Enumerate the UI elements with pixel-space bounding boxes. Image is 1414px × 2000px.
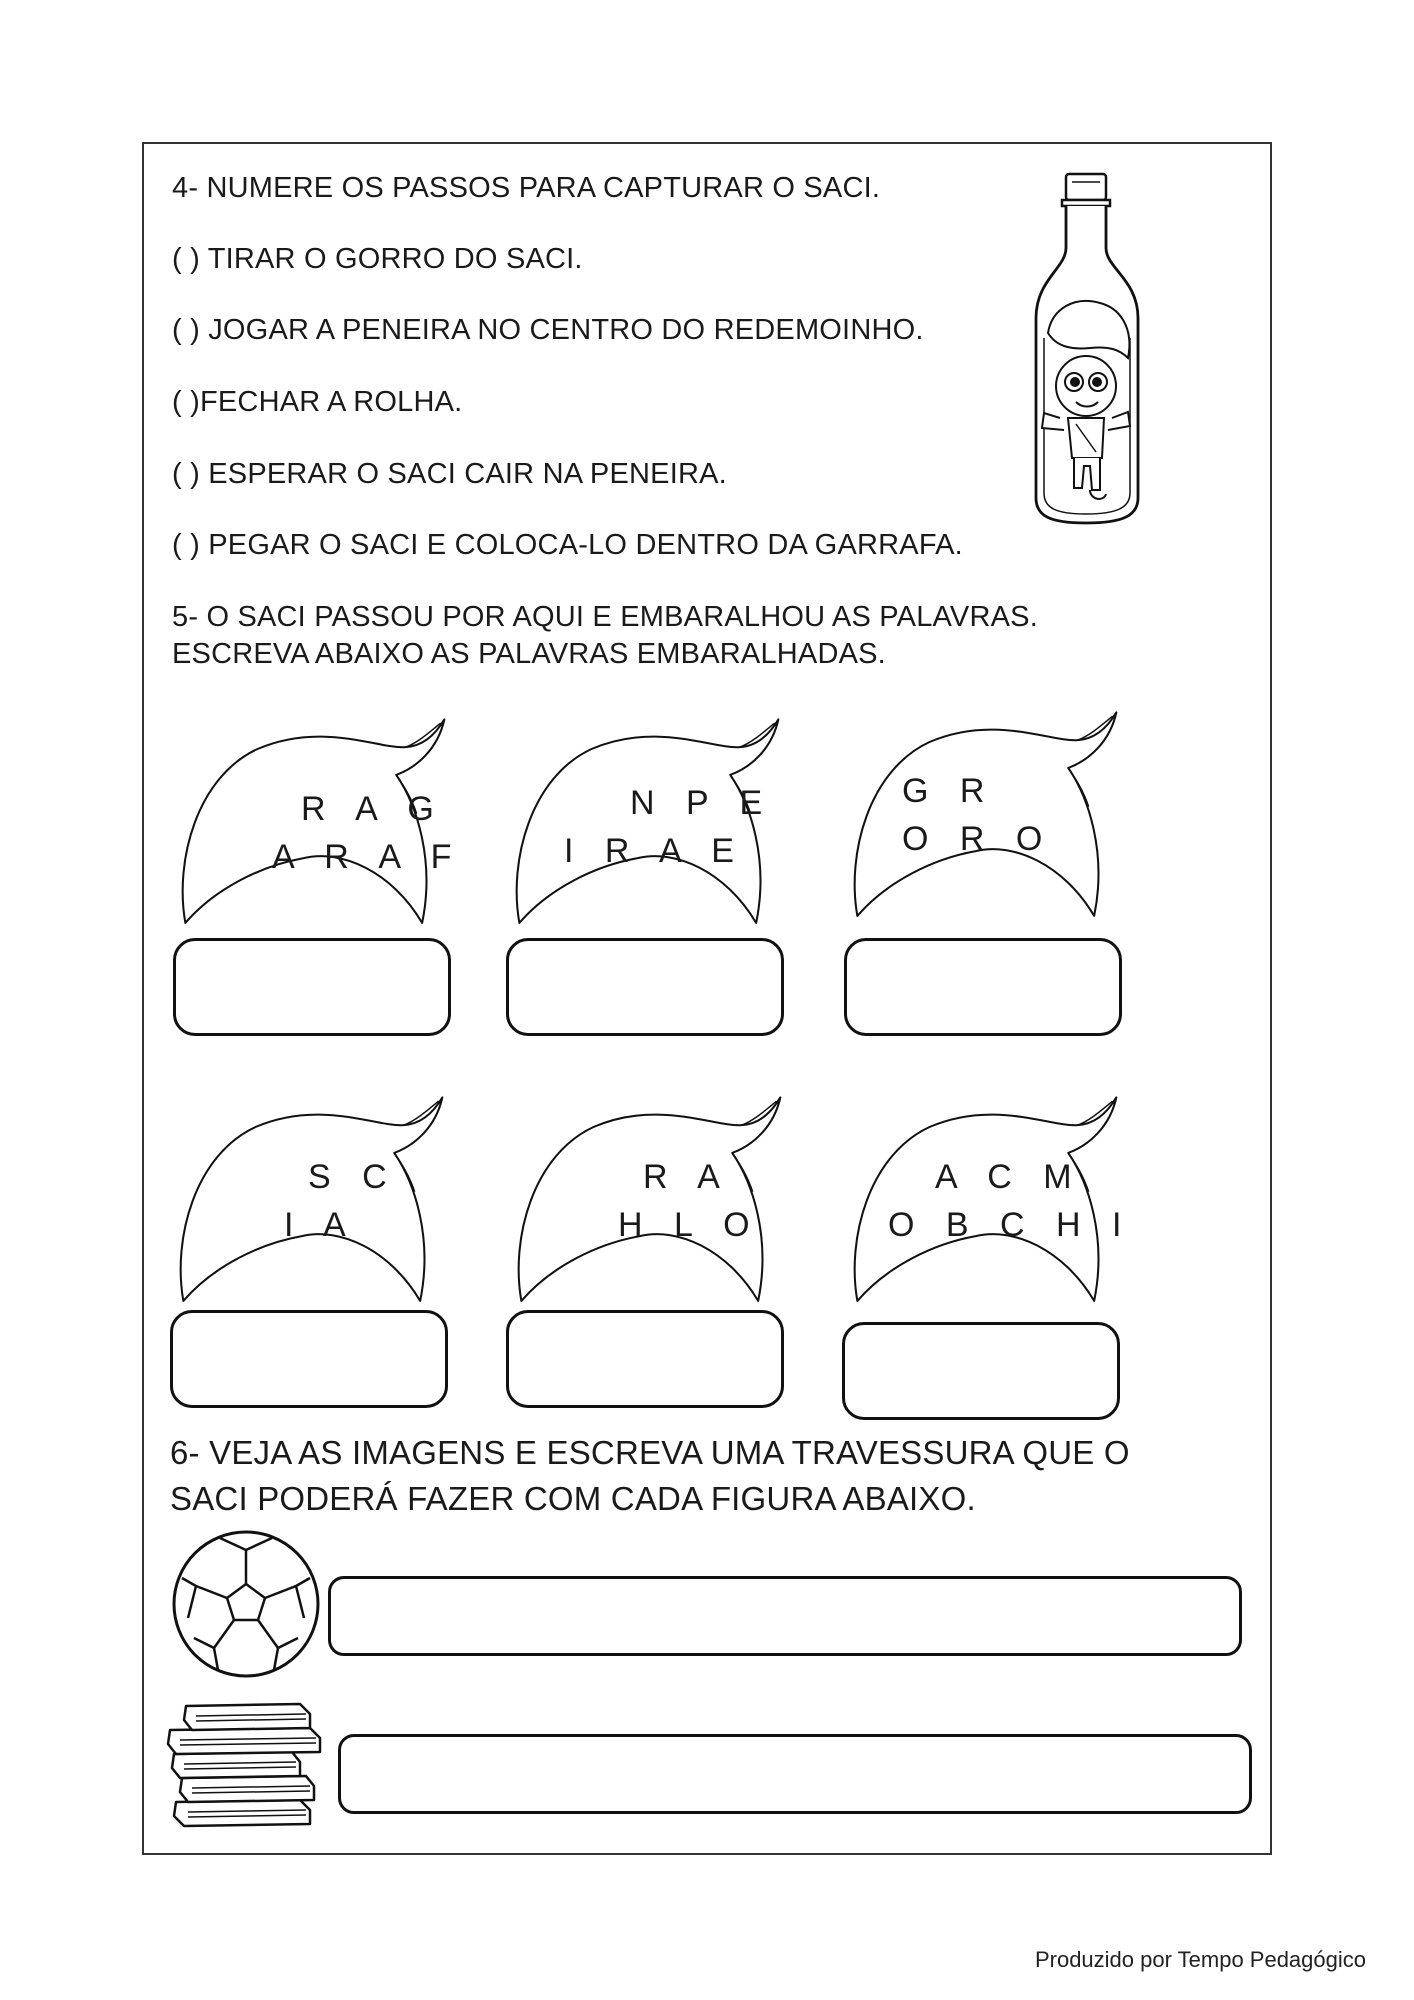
hat-5: [510, 1090, 788, 1312]
step-item: ( ) ESPERAR O SACI CAIR NA PENEIRA.: [172, 458, 727, 490]
question-6-line-2: SACI PODERÁ FAZER COM CADA FIGURA ABAIXO.: [170, 1480, 976, 1517]
scrambled-word-2-line-2: I R A E: [564, 832, 745, 870]
hat-3: [846, 705, 1124, 927]
step-item: ( ) TIRAR O GORRO DO SACI.: [172, 243, 583, 275]
scrambled-word-2-line-1: N P E: [630, 784, 774, 822]
scrambled-word-6-line-1: A C M: [935, 1158, 1083, 1196]
scrambled-word-3-line-2: O R O: [902, 820, 1054, 858]
question-6-line-1: 6- VEJA AS IMAGENS E ESCREVA UMA TRAVESSURA QUE O: [170, 1434, 1130, 1471]
scrambled-word-1-line-2: A R A F: [272, 838, 463, 876]
books-stack-icon: [160, 1698, 342, 1830]
answer-box-2[interactable]: [506, 938, 784, 1036]
scrambled-word-5-line-1: R A: [643, 1158, 731, 1196]
step-item: ( ) PEGAR O SACI E COLOCA-LO DENTRO DA GARRAFA.: [172, 529, 963, 561]
hat-2: [508, 712, 786, 934]
soccer-ball-icon: [170, 1528, 322, 1680]
answer-box-6[interactable]: [842, 1322, 1120, 1420]
question-4-title: 4- NUMERE OS PASSOS PARA CAPTURAR O SACI.: [172, 172, 881, 204]
scrambled-word-6-line-2: O B C H I: [888, 1206, 1133, 1244]
answer-line-books[interactable]: [338, 1734, 1252, 1814]
answer-box-1[interactable]: [173, 938, 451, 1036]
answer-box-5[interactable]: [506, 1310, 784, 1408]
step-item: ( ) JOGAR A PENEIRA NO CENTRO DO REDEMOINHO.: [172, 314, 924, 346]
scrambled-word-5-line-2: H L O: [618, 1206, 761, 1244]
footer-credit: Produzido por Tempo Pedagógico: [1034, 1947, 1366, 1972]
scrambled-word-4-line-1: S C: [308, 1158, 398, 1196]
answer-box-3[interactable]: [844, 938, 1122, 1036]
hat-6: [846, 1090, 1124, 1312]
answer-box-4[interactable]: [170, 1310, 448, 1408]
scrambled-word-4-line-2: I A: [284, 1206, 357, 1244]
step-item: ( )FECHAR A ROLHA.: [172, 386, 463, 418]
question-5-line-1: 5- O SACI PASSOU POR AQUI E EMBARALHOU AS PALAVRAS.: [172, 601, 1038, 633]
scrambled-word-1-line-1: R A G: [301, 790, 445, 828]
scrambled-word-3-line-1: G R: [902, 772, 996, 810]
answer-line-soccer-ball[interactable]: [328, 1576, 1242, 1656]
hat-4: [172, 1090, 450, 1312]
question-5-line-2: ESCREVA ABAIXO AS PALAVRAS EMBARALHADAS.: [172, 638, 886, 670]
saci-bottle-illustration: [1030, 168, 1150, 528]
